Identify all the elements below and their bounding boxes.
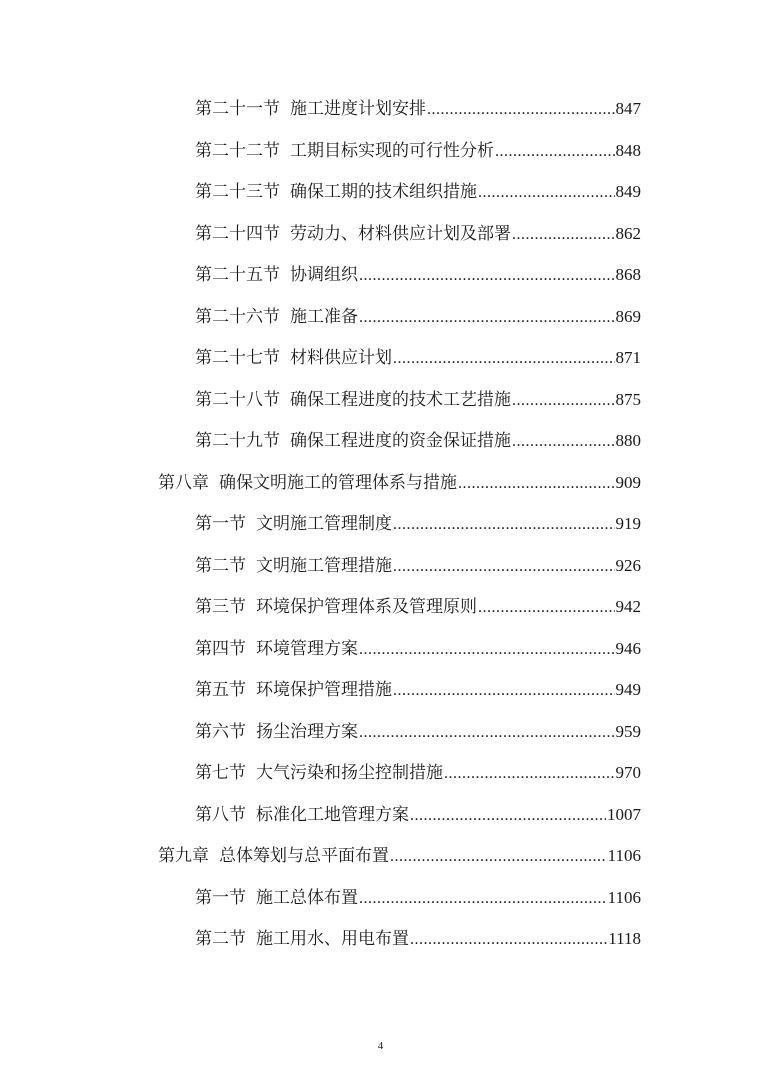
toc-leader-dots [512,220,615,249]
toc-entry-number: 第二节 [195,929,246,949]
toc-entry[interactable] [195,509,641,539]
toc-entry[interactable] [195,177,641,207]
toc-entry-title: 标准化工地管理方案 [256,805,409,825]
toc-entry-title: 环境管理方案 [256,639,358,659]
toc-entry-number: 第九章 [158,846,209,866]
toc-entry-page: 949 [615,680,641,699]
toc-leader-dots [393,552,615,581]
toc-entry-page: 1007 [607,805,641,824]
toc-entry-title: 工期目标实现的可行性分析 [290,141,494,161]
toc-entry-title: 文明施工管理措施 [256,556,392,576]
toc-entry-number: 第二十一节 [195,99,280,119]
toc-entry-title: 确保文明施工的管理体系与措施 [219,473,457,493]
toc-leader-dots [393,676,615,705]
toc-entry[interactable] [195,260,641,290]
toc-entry-number: 第二十六节 [195,307,280,327]
toc-entry[interactable] [195,800,641,830]
toc-entry-page: 869 [615,307,641,326]
toc-leader-dots [393,344,615,373]
toc-entry[interactable] [195,302,641,332]
toc-entry-number: 第八节 [195,805,246,825]
toc-entry-page: 849 [615,182,641,201]
toc-entry-number: 第二十二节 [195,141,280,161]
toc-entry-title: 劳动力、材料供应计划及部署 [290,224,511,244]
toc-leader-dots [478,178,615,207]
toc-entry[interactable] [195,675,641,705]
toc-entry[interactable] [195,717,641,747]
toc-entry-title: 环境保护管理措施 [256,680,392,700]
toc-entry-number: 第二十三节 [195,182,280,202]
toc-entry[interactable] [195,924,641,954]
toc-entry-number: 第二节 [195,556,246,576]
toc-entry-number: 第六节 [195,722,246,742]
toc-entry-title: 施工总体布置 [256,888,358,908]
toc-entry-number: 第二十四节 [195,224,280,244]
toc-entry-page: 926 [615,556,641,575]
toc-entry-page: 942 [615,597,641,616]
toc-entry-title: 施工进度计划安排 [290,99,426,119]
toc-entry-title: 施工准备 [290,307,358,327]
toc-entry-title: 环境保护管理体系及管理原则 [256,597,477,617]
toc-entry-title: 确保工程进度的技术工艺措施 [290,390,511,410]
toc-entry-number: 第二十七节 [195,348,280,368]
toc-entry-number: 第七节 [195,763,246,783]
toc-entry-page: 880 [615,431,641,450]
toc-entry-page: 1106 [607,888,641,907]
toc-leader-dots [393,510,615,539]
toc-entry[interactable] [195,343,641,373]
toc-entry-number: 第五节 [195,680,246,700]
toc-entry-page: 847 [615,99,641,118]
toc-entry-title: 总体筹划与总平面布置 [219,846,389,866]
toc-chapter-entry[interactable] [158,468,641,498]
toc-entry-title: 文明施工管理制度 [256,514,392,534]
toc-leader-dots [458,469,615,498]
toc-entry[interactable] [195,592,641,622]
toc-leader-dots [427,95,615,124]
toc-entry-title: 扬尘治理方案 [256,722,358,742]
toc-leader-dots [359,884,607,913]
toc-entry-page: 946 [615,639,641,658]
toc-entry[interactable] [195,426,641,456]
toc-entry-number: 第二十八节 [195,390,280,410]
toc-entry-page: 848 [615,141,641,160]
toc-entry-title: 施工用水、用电布置 [256,929,409,949]
toc-leader-dots [512,386,615,415]
toc-entry-number: 第四节 [195,639,246,659]
toc-entry-title: 确保工期的技术组织措施 [290,182,477,202]
toc-entry[interactable] [195,385,641,415]
toc-entry-title: 协调组织 [290,265,358,285]
toc-leader-dots [359,261,615,290]
toc-entry-title: 大气污染和扬尘控制措施 [256,763,443,783]
toc-entry[interactable] [195,551,641,581]
toc-leader-dots [359,635,615,664]
toc-leader-dots [359,718,615,747]
toc-leader-dots [390,842,607,871]
toc-entry-page: 970 [615,763,641,782]
toc-entry-page: 862 [615,224,641,243]
toc-entry-page: 868 [615,265,641,284]
page-number: 4 [377,1040,384,1052]
toc-entry[interactable] [195,883,641,913]
toc-entry-title: 确保工程进度的资金保证措施 [290,431,511,451]
toc-leader-dots [410,801,606,830]
toc-entry-number: 第二十五节 [195,265,280,285]
toc-entry-number: 第二十九节 [195,431,280,451]
toc-entry-page: 909 [615,473,641,492]
toc-leader-dots [359,303,615,332]
toc-entry[interactable] [195,634,641,664]
toc-entry-number: 第八章 [158,473,209,493]
toc-leader-dots [410,925,607,954]
toc-entry-title: 材料供应计划 [290,348,392,368]
toc-leader-dots [512,427,615,456]
toc-entry-page: 875 [615,390,641,409]
toc-entry-number: 第三节 [195,597,246,617]
toc-entry[interactable] [195,136,641,166]
toc-entry-number: 第一节 [195,888,246,908]
toc-entry[interactable] [195,94,641,124]
toc-leader-dots [478,593,615,622]
toc-leader-dots [495,137,615,166]
toc-chapter-entry[interactable] [158,841,641,871]
toc-entry-page: 919 [615,514,641,533]
toc-entry-page: 1118 [608,929,641,948]
toc-entry-page: 871 [615,348,641,367]
toc-leader-dots [444,759,615,788]
toc-entry-page: 1106 [607,846,641,865]
toc-entry-page: 959 [615,722,641,741]
toc-entry[interactable] [195,219,641,249]
toc-entry[interactable] [195,758,641,788]
toc-entry-number: 第一节 [195,514,246,534]
